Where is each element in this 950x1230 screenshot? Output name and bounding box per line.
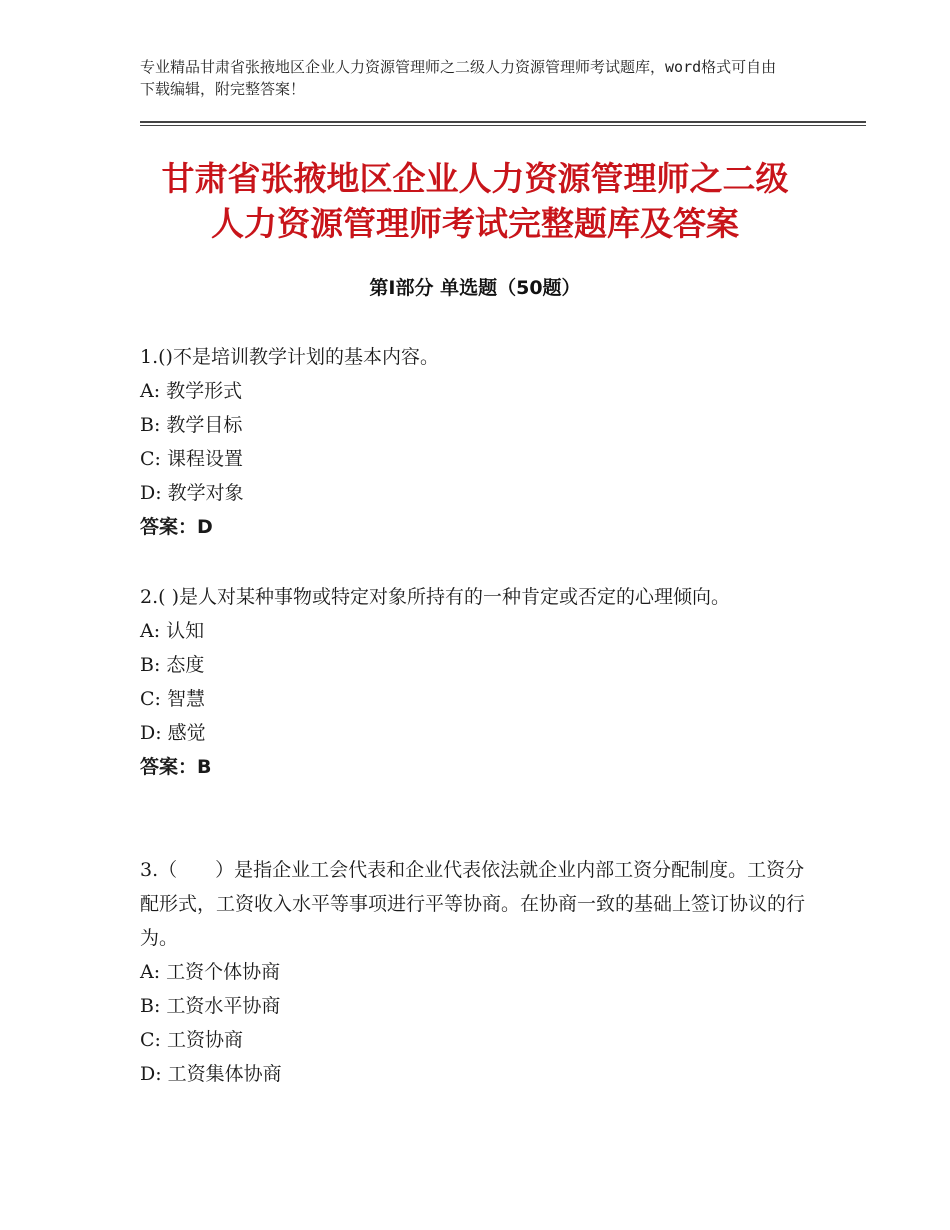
- option-a: A: 教学形式: [140, 380, 243, 402]
- option-a: A: 认知: [140, 620, 205, 642]
- answer-label: 答案：D: [140, 516, 213, 538]
- option-b: B: 态度: [140, 654, 205, 676]
- option-c: C: 智慧: [140, 688, 205, 710]
- question-1: [140, 340, 810, 544]
- option-d: D: 感觉: [140, 722, 206, 744]
- title-line-2: 人力资源管理师考试完整题库及答案: [211, 204, 739, 243]
- question-stem: 3.（ ）是指企业工会代表和企业代表依法就企业内部工资分配制度。工资分配形式，工资收入水平等事项进行平等协商。在协商一致的基础上签订协议的行为。: [140, 859, 806, 949]
- answer-label: 答案：B: [140, 756, 212, 778]
- question-stem: 2.( )是人对某种事物或特定对象所持有的一种肯定或否定的心理倾向。: [140, 586, 730, 608]
- question-stem: 1.()不是培训教学计划的基本内容。: [140, 346, 439, 368]
- option-a: A: 工资个体协商: [140, 961, 281, 983]
- title-line-1: 甘肃省张掖地区企业人力资源管理师之二级: [161, 159, 789, 198]
- header-note: 专业精品甘肃省张掖地区企业人力资源管理师之二级人力资源管理师考试题库，word格式可自由下载编辑，附完整答案！: [140, 58, 777, 98]
- option-d: D: 教学对象: [140, 482, 244, 504]
- header-divider-thick: [140, 121, 866, 123]
- section-heading: 第Ⅰ部分 单选题（50题）: [369, 277, 581, 299]
- question-2: [140, 580, 810, 784]
- document-title: [100, 156, 850, 246]
- header-divider-thin: [140, 125, 866, 126]
- question-3: [140, 853, 810, 1091]
- option-b: B: 工资水平协商: [140, 995, 281, 1017]
- option-d: D: 工资集体协商: [140, 1063, 282, 1085]
- option-c: C: 课程设置: [140, 448, 243, 470]
- option-c: C: 工资协商: [140, 1029, 243, 1051]
- option-b: B: 教学目标: [140, 414, 243, 436]
